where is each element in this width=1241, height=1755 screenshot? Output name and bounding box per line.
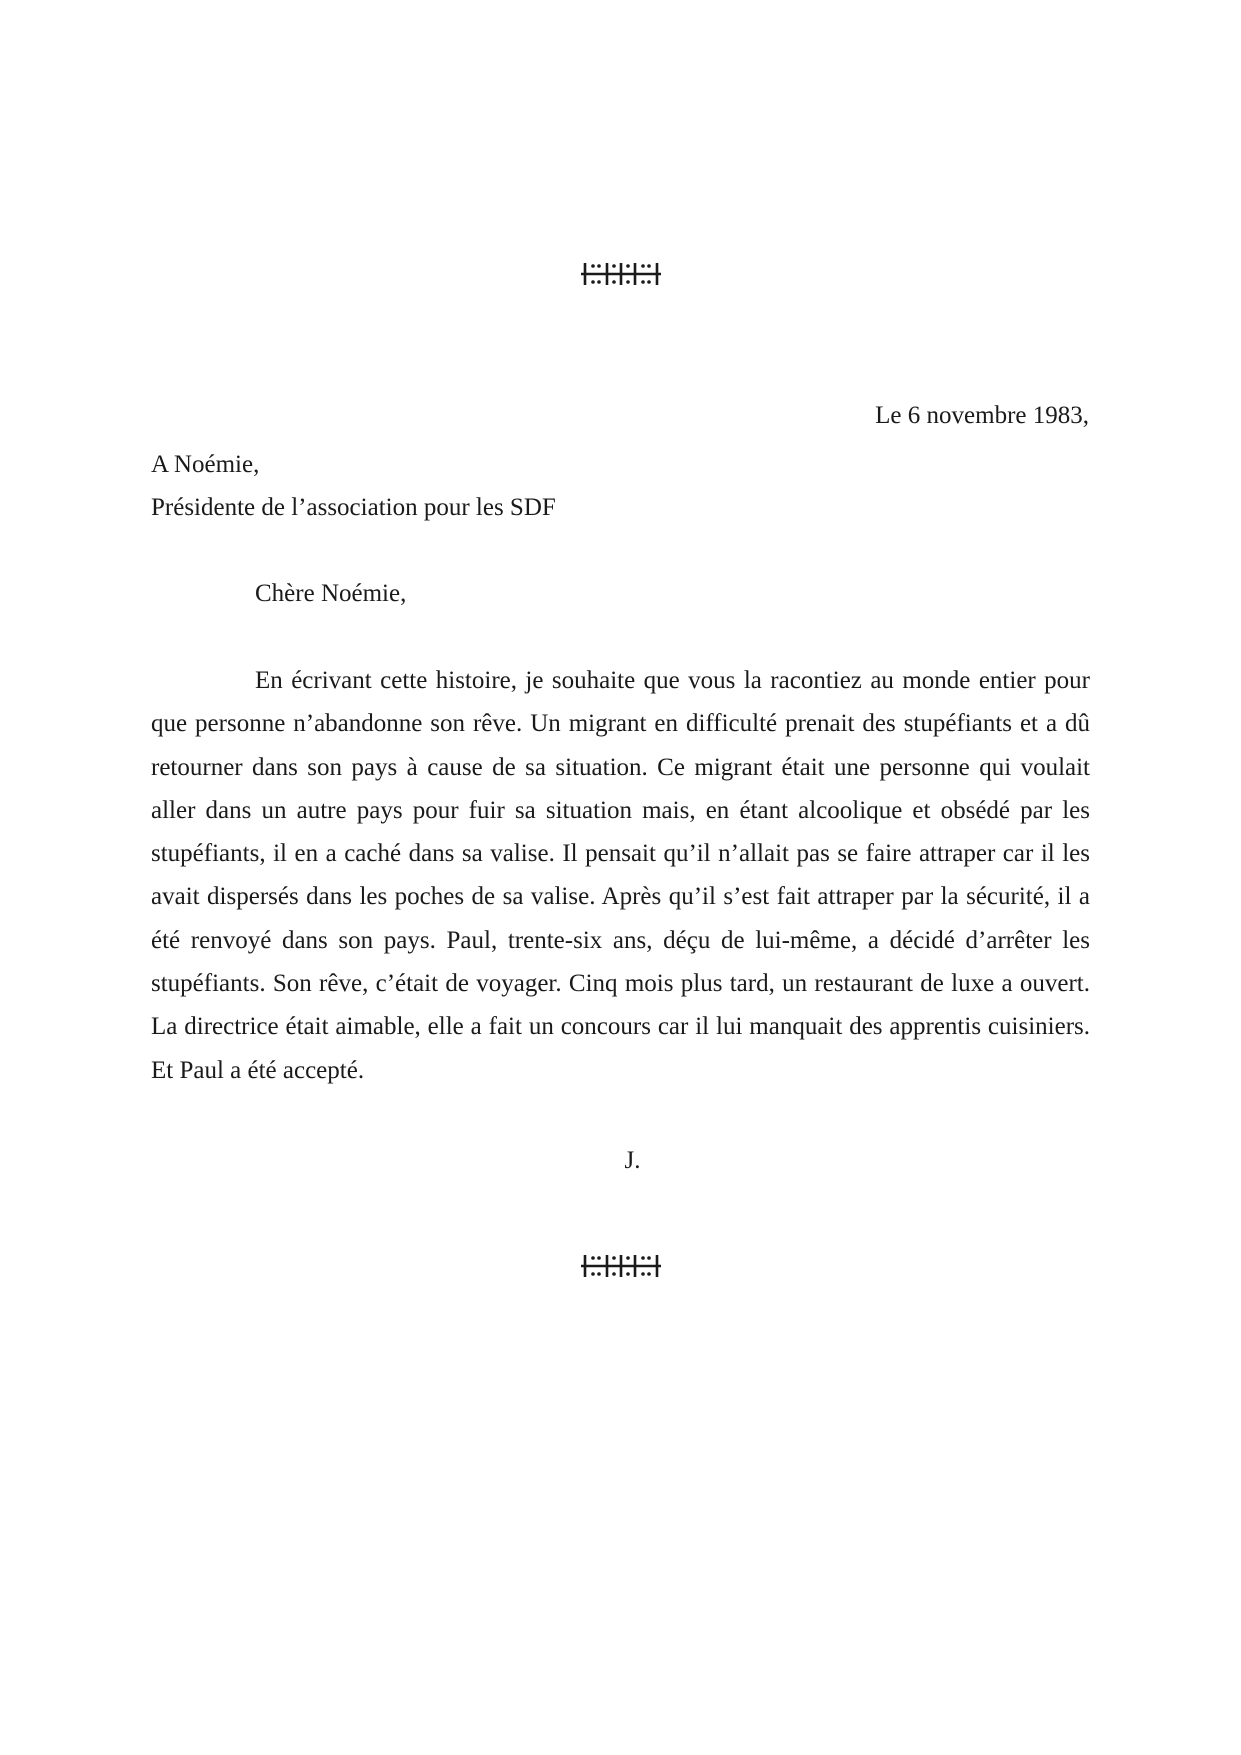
signature: J. [624, 1147, 641, 1174]
top-ornament-divider-icon [0, 259, 1241, 289]
recipient-block [151, 443, 556, 529]
letter-date: Le 6 novembre 1983, [875, 402, 1089, 429]
bottom-ornament-divider-icon [0, 1251, 1241, 1281]
recipient-title: Présidente de l’association pour les SDF [151, 494, 556, 521]
recipient-name: A Noémie, [151, 451, 260, 478]
letter-body: En écrivant cette histoire, je souhaite que vous la racontiez au monde entier pour que personne n’abandonne son rêve. Un migrant en difficulté prenait des stupéfiants et a dû retourner dans son pays à cause de sa situation. Ce migrant était une personne qui voulait aller dans un autre pays pour fuir sa situation mais, en étant alcoolique et obsédé par les stupéfiants, il en a caché dans sa valise. Il pensait qu’il n’allait pas se faire attraper car il les avait dispersés dans les poches de sa valise. Après qu’il s’est fait attraper par la sécurité, il a été renvoyé dans son pays. Paul, trente-six ans, déçu de lui-même, a décidé d’arrêter les stupéfiants. Son rêve, c’était de voyager. Cinq mois plus tard, un restaurant de luxe a ouvert. La directrice était aimable, elle a fait un concours car il lui manquait des apprentis cuisiniers. Et Paul a été accepté. [151, 667, 1090, 1084]
salutation: Chère Noémie, [255, 580, 407, 607]
